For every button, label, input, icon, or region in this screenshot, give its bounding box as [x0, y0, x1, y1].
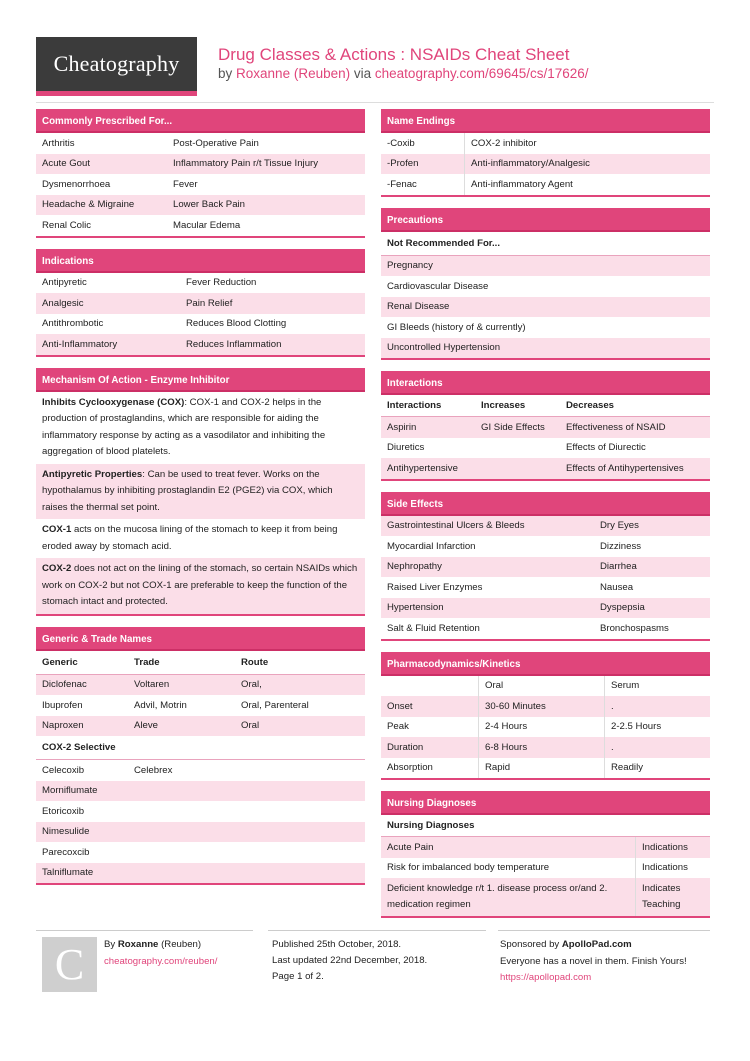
column-header: Trade — [134, 656, 160, 668]
pharma-rows — [381, 676, 710, 779]
table-cell: Macular Edema — [173, 219, 241, 231]
paragraph-lead: COX-1 — [42, 524, 72, 535]
table-cell: Fever Reduction — [186, 277, 257, 289]
table-cell: Acute Pain — [387, 841, 434, 853]
table-cell: Morniflumate — [42, 785, 98, 797]
list-item-text: Cardiovascular Disease — [387, 280, 489, 292]
table-row — [381, 174, 710, 195]
table-cell: Myocardial Infarction — [387, 540, 476, 552]
table-row — [381, 417, 710, 438]
paragraph-text: : Can be used to treat fever. Works on the hypothalamus by inhibiting prostaglandin E2 (PGE2) via COX, which raises the thermal set point. — [42, 468, 333, 513]
footer-by-label: By — [104, 939, 116, 950]
mechanism-paragraph — [36, 464, 365, 520]
list-item — [381, 297, 710, 318]
table-cell: Gastrointestinal Ulcers & Bleeds — [387, 520, 525, 532]
table-cell — [128, 788, 140, 794]
table-cell: Nausea — [600, 581, 634, 593]
footer-sponsor-url-link[interactable]: https://apollopad.com — [500, 972, 592, 983]
subheading-row — [381, 232, 710, 256]
table-cell — [128, 870, 140, 876]
table-cell — [475, 465, 560, 471]
table-cell: Effects of Diurectic — [566, 442, 646, 454]
table-cell: Talniflumate — [42, 867, 94, 879]
table-cell: . — [604, 696, 620, 717]
cheatography-c-logo: C — [42, 937, 97, 992]
column-header: Generic — [42, 656, 78, 668]
table-cell: Dizziness — [600, 540, 642, 552]
table-cell: Antihypertensive — [387, 462, 458, 474]
section-heading: Side Effects — [381, 492, 710, 516]
column-header: Oral — [478, 676, 604, 697]
table-row — [36, 154, 365, 175]
table-cell: Reduces Blood Clotting — [186, 318, 287, 330]
table-row — [381, 837, 710, 858]
table-row — [381, 717, 710, 738]
nursing-rows — [381, 815, 710, 916]
table-cell: Renal Colic — [42, 219, 92, 231]
table-cell: 6-8 Hours — [478, 737, 604, 758]
table-row — [381, 577, 710, 598]
subheading-row — [36, 736, 365, 760]
table-cell: Aleve — [134, 720, 158, 732]
author-link[interactable]: Roxanne (Reuben) — [236, 66, 351, 81]
table-cell: Advil, Motrin — [134, 699, 187, 711]
commonly-prescribed-section — [36, 109, 365, 238]
footer-updated: Last updated 22nd December, 2018. — [272, 955, 428, 966]
list-item — [381, 317, 710, 338]
table-row — [381, 557, 710, 578]
interactions-section — [381, 371, 710, 481]
table-cell: Indications — [635, 837, 694, 858]
table-cell: Pain Relief — [186, 297, 233, 309]
section-heading: Name Endings — [381, 109, 710, 133]
generic-rows — [36, 651, 365, 884]
table-row — [381, 458, 710, 479]
table-row — [381, 878, 710, 916]
list-item — [381, 256, 710, 277]
table-cell: Bronchospasms — [600, 622, 669, 634]
table-cell: Peak — [387, 721, 409, 733]
table-cell: Nimesulide — [42, 826, 90, 838]
table-row — [381, 536, 710, 557]
table-row — [36, 863, 365, 884]
table-cell: Celebrex — [134, 764, 173, 776]
table-cell: COX-2 inhibitor — [464, 133, 543, 154]
table-cell: Risk for imbalanced body temperature — [387, 862, 550, 874]
table-cell: -Fenac — [387, 178, 417, 190]
table-cell: Deficient knowledge r/t 1. disease process or/and 2. medication regimen — [387, 883, 608, 910]
table-cell: Raised Liver Enzymes — [387, 581, 483, 593]
precautions-section — [381, 208, 710, 361]
table-row — [381, 758, 710, 779]
precautions-rows — [381, 232, 710, 359]
column-header: Decreases — [566, 400, 615, 411]
table-row — [381, 438, 710, 459]
table-cell — [128, 849, 140, 855]
table-cell: Diarrhea — [600, 561, 637, 573]
table-cell: Oral — [241, 720, 260, 732]
commonly-rows — [36, 133, 365, 236]
footer-sponsor-url-line — [500, 970, 591, 987]
table-row — [36, 195, 365, 216]
paragraph-text: acts on the mucosa lining of the stomach to keep it from being eroded away by stomach acid. — [42, 524, 338, 552]
table-cell: Duration — [387, 741, 424, 753]
table-row — [36, 215, 365, 236]
table-cell: Lower Back Pain — [173, 199, 245, 211]
section-heading: Generic & Trade Names — [36, 627, 365, 651]
table-cell: Dry Eyes — [600, 520, 639, 532]
table-cell: Antipyretic — [42, 277, 87, 289]
table-cell: Inflammatory Pain r/t Tissue Injury — [173, 158, 319, 170]
table-cell: Arthritis — [42, 137, 75, 149]
column-header: Route — [241, 656, 269, 668]
table-cell: 2-4 Hours — [478, 717, 604, 738]
table-row — [36, 174, 365, 195]
section-heading: Pharmacodynamics/Kinetics — [381, 652, 710, 676]
footer-author-line — [104, 937, 201, 954]
table-row — [381, 737, 710, 758]
table-cell: Diclofenac — [42, 679, 87, 691]
table-row — [381, 696, 710, 717]
footer-sponsor-tagline: Everyone has a novel in them. Finish Yours! — [500, 956, 687, 967]
footer-published: Published 25th October, 2018. — [272, 939, 402, 950]
table-row — [36, 716, 365, 737]
subheading: COX-2 Selective — [42, 742, 116, 753]
table-cell: Effectiveness of NSAID — [566, 421, 666, 433]
table-header-row — [36, 651, 365, 675]
cheatography-logo[interactable]: Cheatography — [36, 37, 197, 91]
table-cell: Anti-inflammatory Agent — [464, 174, 579, 195]
subheading: Not Recommended For... — [387, 237, 501, 249]
side-effects-rows — [381, 516, 710, 639]
mechanism-paragraphs — [36, 392, 365, 614]
table-cell: Readily — [604, 758, 649, 779]
paragraph-lead: Inhibits Cyclooxygenase (COX) — [42, 396, 185, 408]
footer-sponsor-line — [500, 937, 632, 954]
table-cell: Naproxen — [42, 720, 84, 732]
table-row — [381, 858, 710, 879]
byline-via: via — [353, 66, 372, 81]
list-item-text: Uncontrolled Hypertension — [387, 342, 501, 354]
table-cell: . — [604, 737, 620, 758]
table-row — [36, 801, 365, 822]
section-heading: Nursing Diagnoses — [381, 791, 710, 815]
table-cell: Hypertension — [387, 602, 444, 614]
table-cell: -Coxib — [387, 137, 415, 149]
paragraph-text: does not act on the lining of the stomach, so certain NSAIDs which work on COX-2 but not COX-1 are preferable to keep the function of the stomach intact and protected. — [42, 563, 358, 607]
section-heading: Commonly Prescribed For... — [36, 109, 365, 133]
table-cell: Celecoxib — [42, 764, 85, 776]
byline-prefix: by — [218, 66, 233, 81]
mechanism-paragraph — [36, 558, 365, 614]
table-row — [36, 314, 365, 335]
table-row — [36, 273, 365, 294]
table-cell: Voltaren — [134, 679, 170, 691]
column-header — [381, 683, 478, 689]
table-cell: 30-60 Minutes — [478, 696, 604, 717]
table-row — [36, 334, 365, 355]
table-header-row — [381, 395, 710, 417]
table-cell: Post-Operative Pain — [173, 137, 259, 149]
nursing-diagnoses-section — [381, 791, 710, 918]
section-heading: Indications — [36, 249, 365, 273]
table-row — [381, 598, 710, 619]
table-cell: Anti-Inflammatory — [42, 338, 118, 350]
left-column — [36, 109, 365, 896]
table-row — [381, 154, 710, 175]
mechanism-section — [36, 368, 365, 616]
logo-accent-bar — [36, 91, 197, 96]
table-row — [36, 695, 365, 716]
footer-author-url-link[interactable]: cheatography.com/reuben/ — [104, 956, 218, 967]
footer-divider — [498, 930, 710, 931]
interactions-rows — [381, 395, 710, 479]
footer-sponsor-name: ApolloPad.com — [561, 939, 632, 950]
list-item-text: Renal Disease — [387, 301, 450, 313]
table-cell: Reduces Inflammation — [186, 338, 282, 350]
section-heading: Mechanism Of Action - Enzyme Inhibitor — [36, 368, 365, 392]
name-endings-rows — [381, 133, 710, 195]
table-cell: Ibuprofen — [42, 699, 83, 711]
pharmacodynamics-section — [381, 652, 710, 781]
table-cell: Onset — [387, 700, 413, 712]
table-cell: Aspirin — [387, 421, 417, 433]
list-item-text: GI Bleeds (history of & currently) — [387, 321, 526, 333]
subheading-row — [381, 815, 710, 837]
right-column — [381, 109, 710, 929]
mechanism-paragraph — [36, 519, 365, 558]
generic-trade-section — [36, 627, 365, 886]
table-row — [381, 618, 710, 639]
footer-divider — [36, 930, 253, 931]
footer-author-url-line — [104, 954, 217, 971]
name-endings-section — [381, 109, 710, 197]
table-cell — [128, 829, 140, 835]
indications-rows — [36, 273, 365, 355]
indications-section — [36, 249, 365, 357]
list-item — [381, 276, 710, 297]
table-cell: Indications — [635, 858, 694, 879]
table-row — [381, 516, 710, 537]
table-cell: Rapid — [478, 758, 604, 779]
table-cell: Diuretics — [387, 442, 425, 454]
section-heading: Precautions — [381, 208, 710, 232]
table-cell: Effects of Antihypertensives — [566, 462, 684, 474]
table-cell: Dysmenorrhoea — [42, 178, 111, 190]
table-row — [36, 842, 365, 863]
footer-divider — [268, 930, 486, 931]
header-divider — [36, 102, 714, 103]
table-header-row — [381, 676, 710, 697]
table-cell: Nephropathy — [387, 561, 442, 573]
table-cell: Oral, Parenteral — [241, 699, 309, 711]
list-item — [381, 338, 710, 359]
table-cell: -Profen — [387, 158, 419, 170]
table-cell — [475, 445, 560, 451]
table-cell: GI Side Effects — [481, 421, 545, 433]
table-cell: Absorption — [387, 762, 433, 774]
table-cell: Fever — [173, 178, 198, 190]
column-header: Serum — [604, 676, 645, 697]
table-cell: Analgesic — [42, 297, 84, 309]
side-effects-section — [381, 492, 710, 641]
footer-author-handle: (Reuben) — [161, 939, 202, 950]
column-header: Interactions — [387, 400, 442, 411]
footer-author-name: Roxanne — [117, 939, 159, 950]
table-row — [36, 760, 365, 781]
table-cell: Acute Gout — [42, 158, 90, 170]
byline — [218, 66, 589, 81]
section-heading: Interactions — [381, 371, 710, 395]
table-row — [36, 293, 365, 314]
footer-page-number: Page 1 of 2. — [272, 971, 324, 982]
table-cell: Antithrombotic — [42, 318, 104, 330]
table-row — [36, 822, 365, 843]
column-header: Increases — [481, 400, 526, 411]
paragraph-lead: COX-2 — [42, 563, 72, 574]
footer-sponsored-label: Sponsored by — [500, 939, 560, 950]
table-cell: Indicates Teaching — [635, 878, 705, 916]
mechanism-paragraph — [36, 392, 365, 464]
page-title: Drug Classes & Actions : NSAIDs Cheat Sheet — [218, 45, 570, 64]
table-cell: Dyspepsia — [600, 602, 645, 614]
subheading: Nursing Diagnoses — [387, 820, 475, 831]
table-row — [36, 781, 365, 802]
table-cell: Anti-inflammatory/Analgesic — [464, 154, 596, 175]
table-cell: Headache & Migraine — [42, 199, 135, 211]
sheet-url-link[interactable]: cheatography.com/69645/cs/17626/ — [374, 66, 589, 81]
table-cell — [128, 808, 140, 814]
paragraph-text: : COX-1 and COX-2 helps in the production of prostaglandins, which are responsible for aiding the inflammatory response by acting as a vasodilator and inhibiting the aggregation of blood platelets. — [42, 396, 326, 457]
table-row — [36, 675, 365, 696]
table-row — [381, 133, 710, 154]
list-item-text: Pregnancy — [387, 260, 433, 272]
table-cell: 2-2.5 Hours — [604, 717, 667, 738]
table-cell: Oral, — [241, 679, 262, 691]
table-cell: Parecoxcib — [42, 846, 90, 858]
paragraph-lead: Antipyretic Properties — [42, 468, 143, 480]
table-cell: Salt & Fluid Retention — [387, 622, 480, 634]
table-row — [36, 133, 365, 154]
table-cell: Etoricoxib — [42, 805, 85, 817]
